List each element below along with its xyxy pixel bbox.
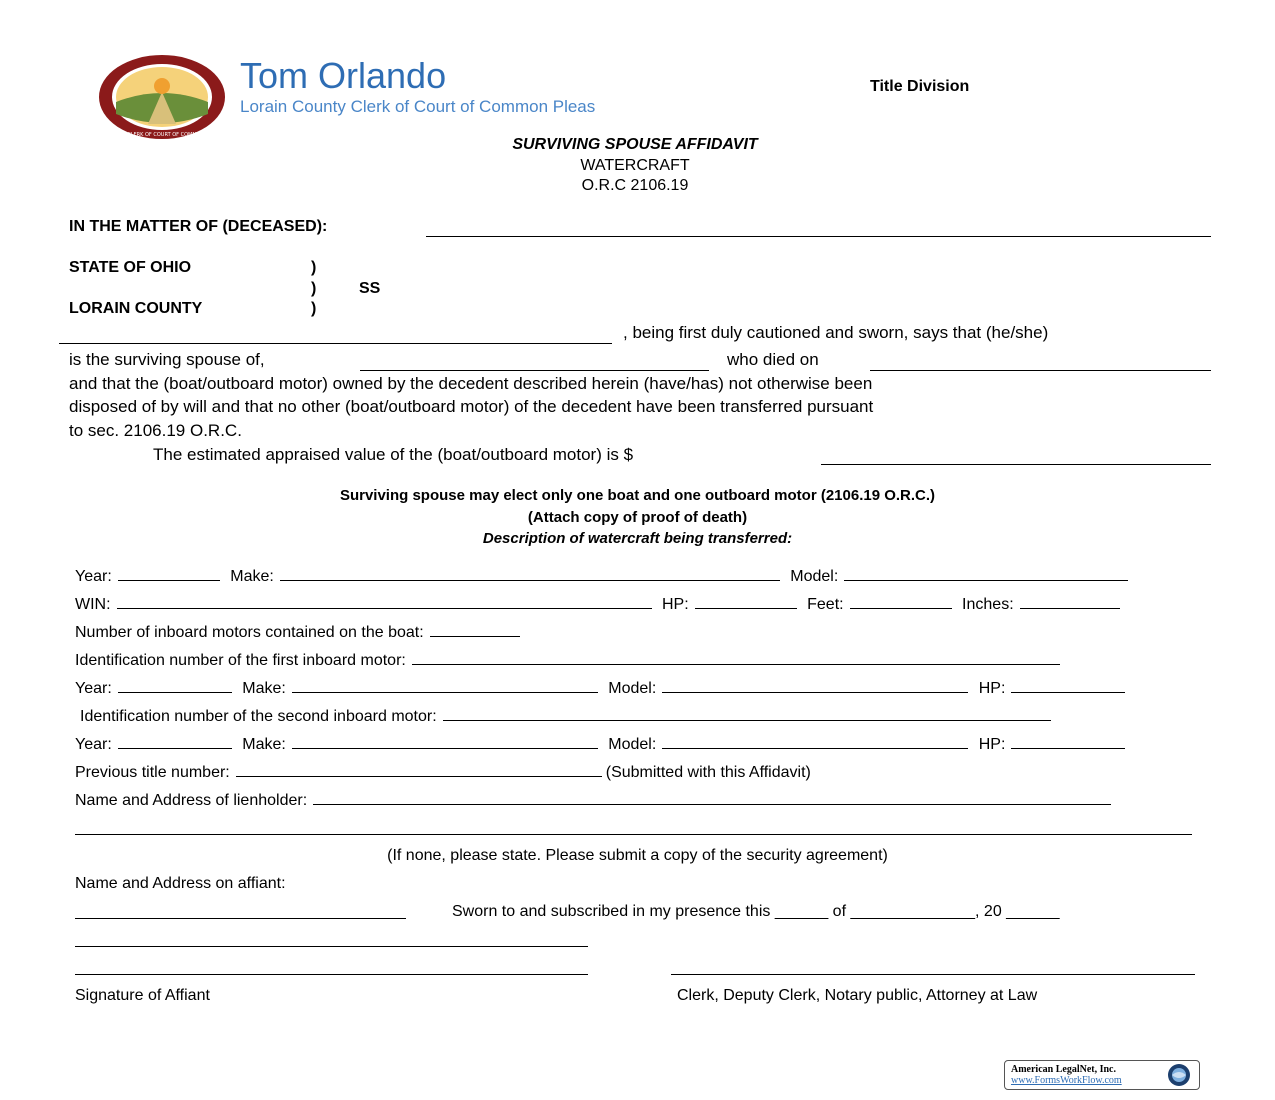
paren: ) — [311, 280, 317, 297]
hp-field[interactable] — [695, 594, 797, 609]
feet-label: Feet: — [807, 596, 844, 613]
year-field[interactable] — [118, 678, 232, 693]
second-motor-id-field[interactable] — [443, 706, 1051, 721]
form-subtitle: WATERCRAFT — [580, 157, 690, 174]
county-seal — [84, 54, 240, 140]
inboard-count-field[interactable] — [430, 622, 520, 637]
hp-label: HP: — [662, 596, 689, 613]
lienholder-label: Name and Address of lienholder: — [75, 792, 308, 809]
spouse-of-label: is the surviving spouse of, — [69, 350, 265, 369]
affiant-signature-field[interactable] — [75, 974, 588, 975]
form-title: SURVIVING SPOUSE AFFIDAVIT — [512, 136, 758, 153]
sworn-to-text: Sworn to and subscribed in my presence this ______ of ______________, 20 ______ — [452, 903, 1060, 920]
elect-notice: Surviving spouse may elect only one boat and one outboard motor (2106.19 O.R.C.) — [339, 487, 936, 504]
make-field[interactable] — [280, 566, 780, 581]
make-field[interactable] — [292, 734, 598, 749]
prev-title-row — [75, 762, 1195, 783]
hp-label: HP: — [978, 680, 1006, 697]
year-field[interactable] — [118, 734, 232, 749]
win-label: WIN: — [75, 596, 111, 613]
submitted-note: (Submitted with this Affidavit) — [605, 764, 811, 781]
affiant-address-field[interactable] — [75, 918, 406, 919]
in-matter-label: IN THE MATTER OF (DECEASED): — [69, 218, 328, 235]
first-motor-id-row — [75, 650, 1195, 671]
paragraph-line: and that the (boat/outboard motor) owned by the decedent described herein (have/has) not otherwise been — [69, 374, 873, 393]
prev-title-field[interactable] — [236, 762, 602, 777]
make-label: Make: — [242, 680, 286, 697]
signature-affiant-label: Signature of Affiant — [75, 987, 210, 1004]
division-label: Title Division — [870, 78, 970, 95]
inboard-count-row — [75, 622, 1195, 643]
hp-field[interactable] — [1011, 678, 1125, 693]
paragraph-line: to sec. 2106.19 O.R.C. — [69, 421, 242, 440]
form-statute: O.R.C 2106.19 — [581, 177, 689, 194]
make-label: Make: — [242, 736, 286, 753]
appraised-value-label: The estimated appraised value of the (boat/outboard motor) is $ — [153, 445, 634, 464]
second-motor-id-label: Identification number of the second inboard motor: — [80, 708, 437, 725]
prev-title-label: Previous title number: — [75, 764, 230, 781]
year-label: Year: — [75, 736, 112, 753]
second-motor-row — [75, 734, 1195, 755]
boat-row — [75, 566, 1195, 587]
make-label: Make: — [230, 568, 274, 585]
if-none-note: (If none, please state. Please submit a copy of the security agreement) — [387, 847, 888, 864]
sworn-text: , being first duly cautioned and sworn, says that (he/she) — [623, 323, 1049, 342]
legalnet-badge[interactable] — [1004, 1060, 1200, 1090]
legalnet-company: American LegalNet, Inc. — [1011, 1064, 1116, 1075]
win-row — [75, 594, 1195, 615]
second-motor-id-row — [80, 706, 1200, 727]
year-label: Year: — [75, 680, 112, 697]
clerk-signature-field[interactable] — [671, 974, 1195, 975]
model-label: Model: — [790, 568, 839, 585]
lienholder-row — [75, 790, 1195, 811]
paren: ) — [311, 259, 317, 276]
decedent-name-field[interactable] — [360, 370, 709, 371]
win-field[interactable] — [117, 594, 652, 609]
signature-clerk-label: Clerk, Deputy Clerk, Notary public, Attorney at Law — [677, 987, 1038, 1004]
make-field[interactable] — [292, 678, 598, 693]
model-field[interactable] — [844, 566, 1128, 581]
feet-field[interactable] — [850, 594, 952, 609]
deceased-name-field[interactable] — [426, 236, 1211, 237]
paren: ) — [311, 300, 317, 317]
model-field[interactable] — [662, 678, 968, 693]
model-field[interactable] — [662, 734, 968, 749]
first-motor-id-label: Identification number of the first inboard motor: — [75, 652, 406, 669]
attach-notice: (Attach copy of proof of death) — [527, 509, 748, 526]
first-motor-row — [75, 678, 1195, 699]
who-died-label: who died on — [727, 350, 819, 369]
clerk-name: Tom Orlando — [240, 55, 447, 96]
hp-field[interactable] — [1011, 734, 1125, 749]
year-label: Year: — [75, 568, 112, 585]
description-heading: Description of watercraft being transferred: — [482, 530, 793, 547]
first-motor-id-field[interactable] — [412, 650, 1060, 665]
year-field[interactable] — [118, 566, 220, 581]
county-label: LORAIN COUNTY — [69, 300, 203, 317]
date-of-death-field[interactable] — [870, 370, 1211, 371]
affiant-address-row — [75, 874, 1195, 894]
inches-label: Inches: — [962, 596, 1014, 613]
model-label: Model: — [608, 736, 657, 753]
model-label: Model: — [608, 680, 657, 697]
paragraph-line: disposed of by will and that no other (boat/outboard motor) of the decedent have been transferred pursuant — [69, 397, 874, 416]
state-label: STATE OF OHIO — [69, 259, 192, 276]
ss-label: SS — [359, 280, 381, 297]
inches-field[interactable] — [1020, 594, 1120, 609]
lienholder-field[interactable] — [313, 790, 1111, 805]
hp-label: HP: — [978, 736, 1006, 753]
inboard-count-label: Number of inboard motors contained on the boat: — [75, 624, 424, 641]
affiant-address-label: Name and Address on affiant: — [75, 875, 286, 892]
appraised-value-field[interactable] — [821, 464, 1211, 465]
legalnet-url[interactable]: www.FormsWorkFlow.com — [1011, 1075, 1122, 1086]
lienholder-field-line2[interactable] — [75, 834, 1192, 835]
affiant-name-field[interactable] — [59, 343, 612, 344]
seal-text: LORAIN COUNTY CLERK OF COURT OF COMMON PLEAS · OHIO — [84, 132, 240, 138]
affiant-address-field[interactable] — [75, 946, 588, 947]
globe-icon — [1167, 1063, 1191, 1087]
clerk-office: Lorain County Clerk of Court of Common Pleas — [240, 97, 596, 116]
